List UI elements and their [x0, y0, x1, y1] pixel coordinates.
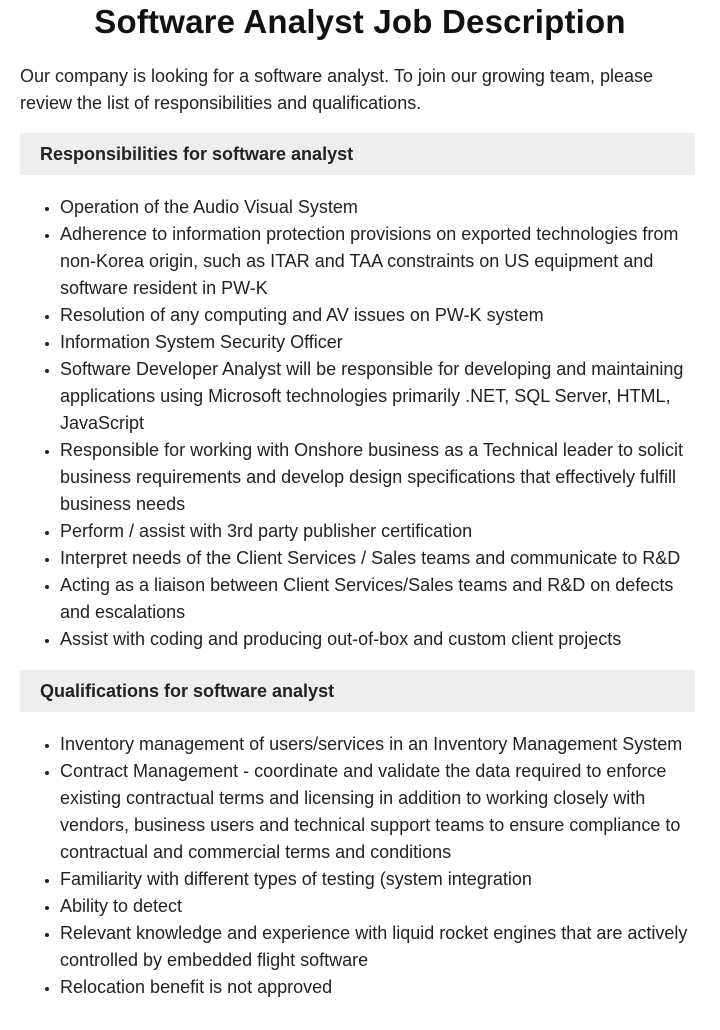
qualifications-list — [20, 731, 700, 1001]
list-item: • Ability to detect — [60, 893, 700, 920]
qualifications-heading: Qualifications for software analyst — [20, 670, 695, 712]
list-item: • Acting as a liaison between Client Services/Sales teams and R&D on defects and escalations — [60, 572, 700, 626]
list-item: • Interpret needs of the Client Services / Sales teams and communicate to R&D — [60, 545, 700, 572]
list-item: • Information System Security Officer — [60, 329, 700, 356]
page-title: Software Analyst Job Description — [94, 3, 626, 40]
responsibilities-heading: Responsibilities for software analyst — [20, 133, 695, 175]
responsibilities-list — [20, 194, 700, 653]
intro-paragraph: Our company is looking for a software analyst. To join our growing team, please review the list of responsibilities and qualifications. — [20, 66, 653, 113]
list-item: • Operation of the Audio Visual System — [60, 194, 700, 221]
list-item: • Perform / assist with 3rd party publisher certification — [60, 518, 700, 545]
list-item: • Resolution of any computing and AV issues on PW-K system — [60, 302, 700, 329]
list-item: • Contract Management - coordinate and validate the data required to enforce existing contractual terms and licensing in addition to working closely with vendors, business users and technical support teams to ensure compliance to contractual and commercial terms and conditions — [60, 758, 700, 866]
list-item: • Familiarity with different types of testing (system integration — [60, 866, 700, 893]
list-item: • Responsible for working with Onshore business as a Technical leader to solicit business requirements and develop design specifications that effectively fulfill business needs — [60, 437, 700, 518]
list-item: • Inventory management of users/services in an Inventory Management System — [60, 731, 700, 758]
list-item: • Relevant knowledge and experience with liquid rocket engines that are actively controlled by embedded flight software — [60, 920, 700, 974]
list-item: • Assist with coding and producing out-of-box and custom client projects — [60, 626, 700, 653]
list-item: • Adherence to information protection provisions on exported technologies from non-Korea origin, such as ITAR and TAA constraints on US equipment and software resident in PW-K — [60, 221, 700, 302]
list-item: • Relocation benefit is not approved — [60, 974, 700, 1001]
list-item: • Software Developer Analyst will be responsible for developing and maintaining applications using Microsoft technologies primarily .NET, SQL Server, HTML, JavaScript — [60, 356, 700, 437]
